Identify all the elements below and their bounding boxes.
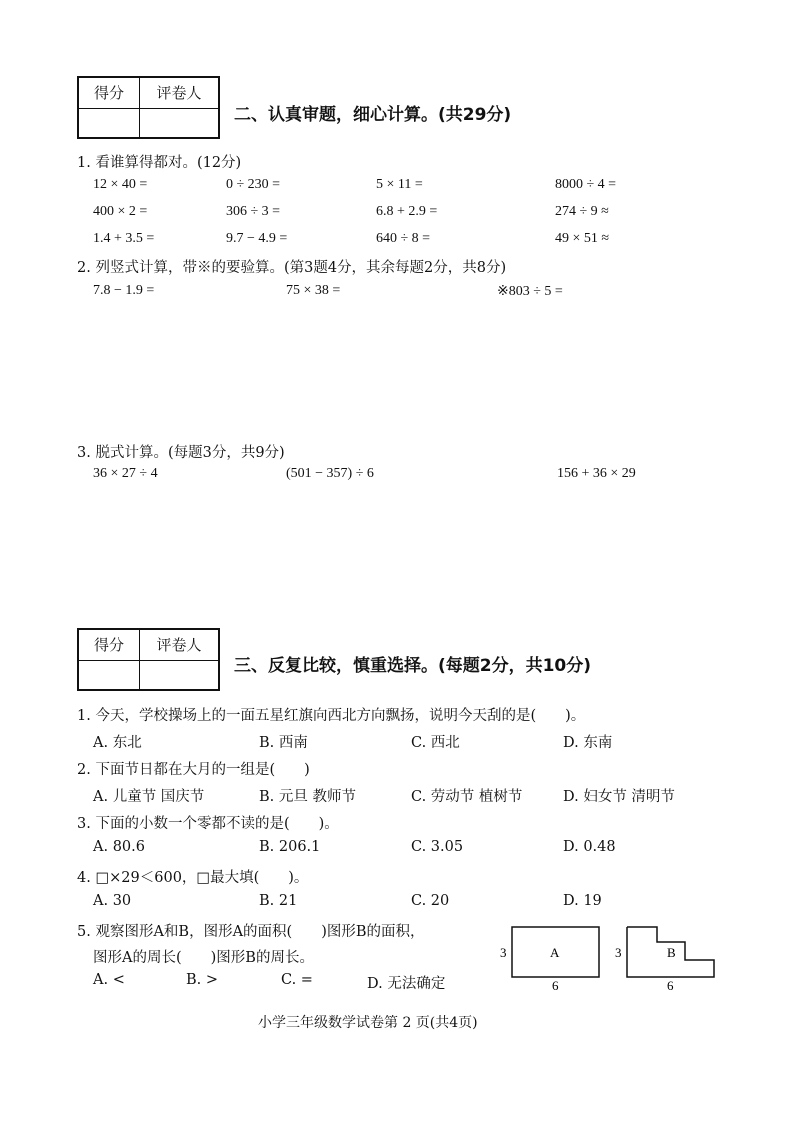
calc-item: 6.8 + 2.9 = — [376, 204, 438, 219]
score-cell[interactable] — [78, 108, 140, 138]
option-d[interactable]: D. 0.48 — [563, 839, 616, 855]
option-a[interactable]: A. < — [93, 972, 125, 988]
figure-a-height: 3 — [500, 945, 507, 960]
calc-item: 306 ÷ 3 = — [226, 204, 281, 219]
s3-q5-line2: 图形A的周长( )图形B的周长。 — [93, 950, 314, 966]
s2-q3-label: 3. 脱式计算。(每题3分，共9分) — [77, 445, 285, 461]
figure-a-width: 6 — [552, 978, 559, 993]
step-calc-item: (501 − 357) ÷ 6 — [286, 466, 374, 481]
option-d[interactable]: D. 东南 — [563, 735, 613, 751]
section2-title: 二、认真审题，细心计算。(共29分) — [234, 105, 512, 125]
option-d[interactable]: D. 妇女节 清明节 — [563, 789, 675, 805]
s3-question: 4. □×29＜600，□最大填( )。 — [77, 870, 309, 886]
s3-q5-line1: 5. 观察图形A和B，图形A的面积( )图形B的面积， — [77, 924, 425, 940]
option-c[interactable]: C. 西北 — [411, 735, 460, 751]
section3-title: 三、反复比较，慎重选择。(每题2分，共10分) — [234, 656, 592, 676]
option-b[interactable]: B. 21 — [259, 893, 298, 909]
vertical-calc-item: ※803 ÷ 5 = — [497, 284, 563, 299]
figure-b-width: 6 — [667, 978, 674, 993]
option-c[interactable]: C. 3.05 — [411, 839, 464, 855]
grader-cell[interactable] — [140, 660, 220, 690]
s2-q1-label: 1. 看谁算得都对。(12分) — [77, 155, 242, 171]
calc-item: 1.4 + 3.5 = — [93, 231, 155, 246]
figure-b-height: 3 — [615, 945, 622, 960]
calc-item: 12 × 40 = — [93, 177, 148, 192]
option-a[interactable]: A. 30 — [93, 893, 132, 909]
step-calc-item: 156 + 36 × 29 — [557, 466, 636, 481]
score-label: 得分 — [78, 629, 140, 660]
score-box-section3 — [77, 628, 220, 691]
option-a[interactable]: A. 80.6 — [93, 839, 145, 855]
option-d[interactable]: D. 19 — [563, 893, 602, 909]
calc-item: 5 × 11 = — [376, 177, 423, 192]
calc-item: 49 × 51 ≈ — [555, 231, 610, 246]
step-calc-item: 36 × 27 ÷ 4 — [93, 466, 158, 481]
grader-label: 评卷人 — [140, 629, 220, 660]
vertical-calc-item: 75 × 38 = — [286, 283, 341, 298]
figure-b-label: B — [667, 945, 676, 960]
figure-a-label: A — [550, 945, 560, 960]
s3-question: 2. 下面节日都在大月的一组是( ) — [77, 762, 310, 778]
grader-cell[interactable] — [140, 108, 220, 138]
calc-item: 400 × 2 = — [93, 204, 148, 219]
page-footer: 小学三年级数学试卷第 2 页(共4页) — [258, 1015, 478, 1031]
calc-item: 9.7 − 4.9 = — [226, 231, 288, 246]
option-b[interactable]: B. > — [186, 972, 219, 988]
option-a[interactable]: A. 东北 — [93, 735, 142, 751]
calc-item: 640 ÷ 8 = — [376, 231, 431, 246]
calc-item: 0 ÷ 230 = — [226, 177, 281, 192]
calc-item: 8000 ÷ 4 = — [555, 177, 617, 192]
option-b[interactable]: B. 206.1 — [259, 839, 321, 855]
score-box-section2 — [77, 76, 220, 139]
figure-b — [612, 922, 722, 994]
grader-label: 评卷人 — [140, 77, 220, 108]
option-b[interactable]: B. 元旦 教师节 — [259, 789, 356, 805]
calc-item: 274 ÷ 9 ≈ — [555, 204, 609, 219]
s3-question: 3. 下面的小数一个零都不读的是( )。 — [77, 816, 339, 832]
option-d[interactable]: D. 无法确定 — [367, 976, 446, 992]
option-a[interactable]: A. 儿童节 国庆节 — [93, 789, 205, 805]
option-c[interactable]: C. 20 — [411, 893, 450, 909]
option-b[interactable]: B. 西南 — [259, 735, 308, 751]
vertical-calc-item: 7.8 − 1.9 = — [93, 283, 155, 298]
score-cell[interactable] — [78, 660, 140, 690]
s2-q2-label: 2. 列竖式计算，带※的要验算。(第3题4分，其余每题2分，共8分) — [77, 260, 507, 276]
score-label: 得分 — [78, 77, 140, 108]
option-c[interactable]: C. = — [281, 972, 313, 988]
figure-a — [496, 922, 606, 994]
option-c[interactable]: C. 劳动节 植树节 — [411, 789, 523, 805]
s3-question: 1. 今天，学校操场上的一面五星红旗向西北方向飘扬，说明今天刮的是( )。 — [77, 708, 586, 724]
